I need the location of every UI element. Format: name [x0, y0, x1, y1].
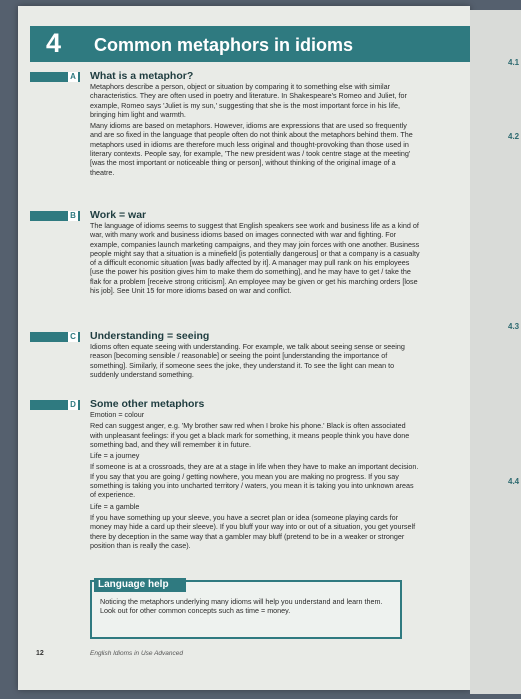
right-page-number: 4.2: [508, 132, 520, 141]
section-c: [90, 330, 420, 381]
section-paragraph: Many idioms are based on metaphors. However, idioms are expressions that are used so frequently and are so fixed in the language that people often do not think about the metaphors behind them. The metaphors used in idioms are therefore much less original and thought-provoking than those used in literary contexts. People say, for example, 'The new president was / took centre stage at the meeting' [was the most important or noticeable thing or person], without thinking of the original image of a theatre.: [90, 121, 413, 177]
right-page-number: 4.3: [508, 322, 520, 331]
section-heading: Work = war: [90, 209, 147, 221]
section-bar-a: [30, 72, 80, 82]
book-title: English Idioms in Use Advanced: [90, 650, 183, 657]
section-letter: A: [68, 72, 78, 82]
section-paragraph: Life = a journey: [90, 451, 140, 461]
section-paragraph: Idioms often equate seeing with understanding. For example, we talk about seeing sense or seeing reason [becoming sensible / reasonable] or seeing the point [understanding the importance of something]. Similarly, if someone sees the joke, they understand it. To see the light can mean to suddenly understand something.: [90, 342, 405, 379]
facing-page-edge: [470, 10, 521, 694]
section-a: [90, 70, 420, 179]
section-heading: Understanding = seeing: [90, 330, 210, 342]
section-letter: C: [68, 332, 78, 342]
section-heading: Some other metaphors: [90, 398, 205, 410]
unit-header: [30, 26, 470, 62]
section-d: [90, 398, 420, 552]
section-paragraph: Emotion = colour: [90, 410, 145, 419]
section-paragraph: Red can suggest anger, e.g. 'My brother saw red when I broke his phone.' Black is often associated with unpleasant feelings: if you get a black mark for something, it means people think you have done something bad, and they will remember it in future.: [90, 421, 410, 449]
language-help-label: Language help: [94, 578, 186, 592]
section-bar-d: [30, 400, 80, 410]
section-bar-b: [30, 211, 80, 221]
section-b: [90, 209, 420, 297]
section-paragraph: If you have something up your sleeve, you have a secret plan or idea (someone playing cards for money may hide a card up their sleeve). If you bluff your way into or out of a situation, you get yourself there by deception in the same way that a gambler may bluff (pretend to be in a weaker or stronger position than is really the case).: [90, 512, 416, 550]
section-paragraph: Life = a gamble: [90, 501, 140, 511]
page-number: 12: [36, 650, 44, 657]
unit-title: Common metaphors in idioms: [94, 35, 354, 55]
section-letter: B: [68, 211, 78, 221]
section-paragraph: Metaphors describe a person, object or situation by comparing it to something else with similar characteristics. They are often used in poetry and literature. In Shakespeare's Romeo and Juliet, for example, Romeo says 'Juliet is my sun,' suggesting that she is the most important force in his life, bringing him light and warmth.: [90, 82, 407, 119]
unit-number: 4: [46, 28, 62, 58]
section-letter: D: [68, 400, 78, 410]
language-help-text: Noticing the metaphors underlying many idioms will help you understand and learn them. Look out for other common concepts such as time = money.: [100, 597, 383, 616]
right-page-number: 4.4: [508, 477, 520, 486]
section-paragraph: If someone is at a crossroads, they are at a stage in life when they have to make an important decision. If you say that you are going / getting nowhere, you mean you are making no progress. If you say something is taking you into uncharted territory / waters, you mean it is taking you into unknown areas of experience.: [90, 462, 419, 500]
right-page-number: 4.1: [508, 58, 520, 67]
section-bar-c: [30, 332, 80, 342]
section-paragraph: The language of idioms seems to suggest that English speakers see work and business life as a kind of war, with many work and business idioms based on images connected with war and fighting. For example, companies launch marketing campaigns, and they may join forces with one another. Business people might say that a situation is a minefield [is potentially dangerous] or that a company is a casualty of a difficult economic situation [was badly affected by it]. A manager may pull rank on his employees [use the power his position gives him to make them do something], and he may have to get / take the flak for a problem [receive strong criticism]. An employee may be given or get his marching orders [lose his job]. See Unit 15 for more idioms based on war and conflict.: [90, 221, 420, 296]
section-heading: What is a metaphor?: [90, 70, 194, 82]
